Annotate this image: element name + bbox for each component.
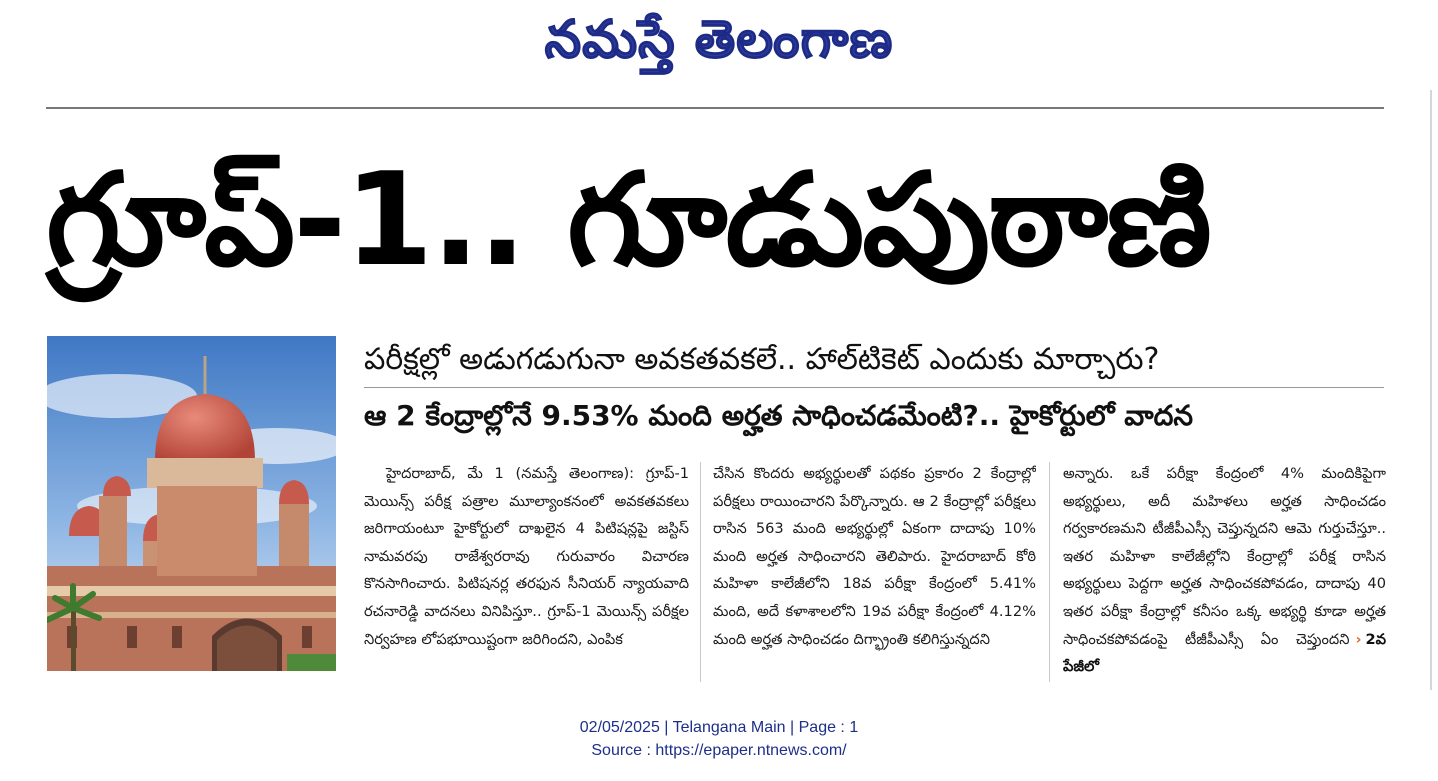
footer-edition-info: 02/05/2025 | Telangana Main | Page : 1: [579, 719, 859, 736]
high-court-photo: [47, 336, 336, 671]
newspaper-logo: నమస్తే తెలంగాణ: [544, 10, 894, 70]
subheadline-secondary: ఆ 2 కేంద్రాల్లోనే 9.53% మంది అర్హత సాధించడమేంటి?.. హైకోర్టులో వాదన: [364, 399, 1194, 432]
article-column-3: [1063, 460, 1386, 682]
article-column-3-text: అన్నారు. ఒకే పరీక్షా కేంద్రంలో 4% మందికిపైగా అభ్యర్థులు, అదీ మహిళలు అర్హత సాధించడం గర్వకారణమని టీజీపీఎస్సీ చెప్తున్నదని ఆమె గుర్తుచేస్తూ.. ఇతర మహిళా కాలేజీల్లోని కేంద్రాల్లో పరీక్ష రాసిన అభ్యర్థులు పెద్దగా అర్హత సాధించకపోవడం, దాదాపు 40 ఇతర పరీక్షా కేంద్రాల్లో కనీసం ఒక్క అభ్యర్థి కూడా అర్హత సాధించకపోవడంపై టీజీపీఎస్సీ ఏం చెప్తుందని: [1063, 465, 1386, 648]
article-column-2: చేసిన కొందరు అభ్యర్థులతో పథకం ప్రకారం 2 కేంద్రాల్లో పరీక్షలు రాయించారని పేర్కొన్నారు. ఆ 2 కేంద్రాల్లో పరీక్షలు రాసిన 563 మంది అభ్యర్థుల్లో ఏకంగా దాదాపు 10% మంది అర్హత సాధించారని తెలిపారు. హైదరాబాద్‌ కోఠి మహిళా కాలేజీలోని 18వ పరీక్షా కేంద్రంలో 5.41% మంది, అదే కళాశాలలోని 19వ పరీక్షా కేంద్రంలో 4.12% మంది అర్హత సాధించడం దిగ్భ్రాంతి కలిగిస్తున్నదని: [713, 465, 1036, 648]
masthead-rule: [46, 107, 1384, 109]
column-divider: [1049, 462, 1050, 682]
continued-label: 2వ పేజీలో: [1063, 630, 1386, 676]
footer: [0, 716, 1438, 762]
headline: గ్రూప్‌-1.. గూడుపుఠాణి: [46, 146, 1210, 295]
masthead: [0, 0, 1438, 80]
page-edge: [1430, 90, 1432, 690]
article-column-1: హైదరాబాద్‌, మే 1 (నమస్తే తెలంగాణ): గ్రూప్‌-1 మెయిన్స్‌ పరీక్ష పత్రాల మూల్యాంకనంలో అవకతవకలు జరిగాయంటూ హైకోర్టులో దాఖలైన 4 పిటిషన్లపై జస్టిస్‌ నామవరపు రాజేశ్వరరావు గురువారం విచారణ కొనసాగించారు. పిటిషనర్ల తరఫున సీనియర్‌ న్యాయవాది రచనారెడ్డి వాదనలు వినిపిస్తూ.. గ్రూప్‌-1 మెయిన్స్‌ పరీక్షల నిర్వహణ లోపభూయిష్టంగా జరిగిందని, ఎంపిక: [364, 465, 689, 648]
chevron-right-icon: ›: [1355, 630, 1362, 648]
subheadline-divider: [364, 387, 1384, 388]
footer-source-link[interactable]: Source : https://epaper.ntnews.com/: [591, 742, 847, 759]
column-divider: [700, 462, 701, 682]
subheadline-primary: పరీక్షల్లో అడుగడుగునా అవకతవకలే.. హాల్‌టికెట్‌ ఎందుకు మార్చారు?: [364, 342, 1160, 377]
